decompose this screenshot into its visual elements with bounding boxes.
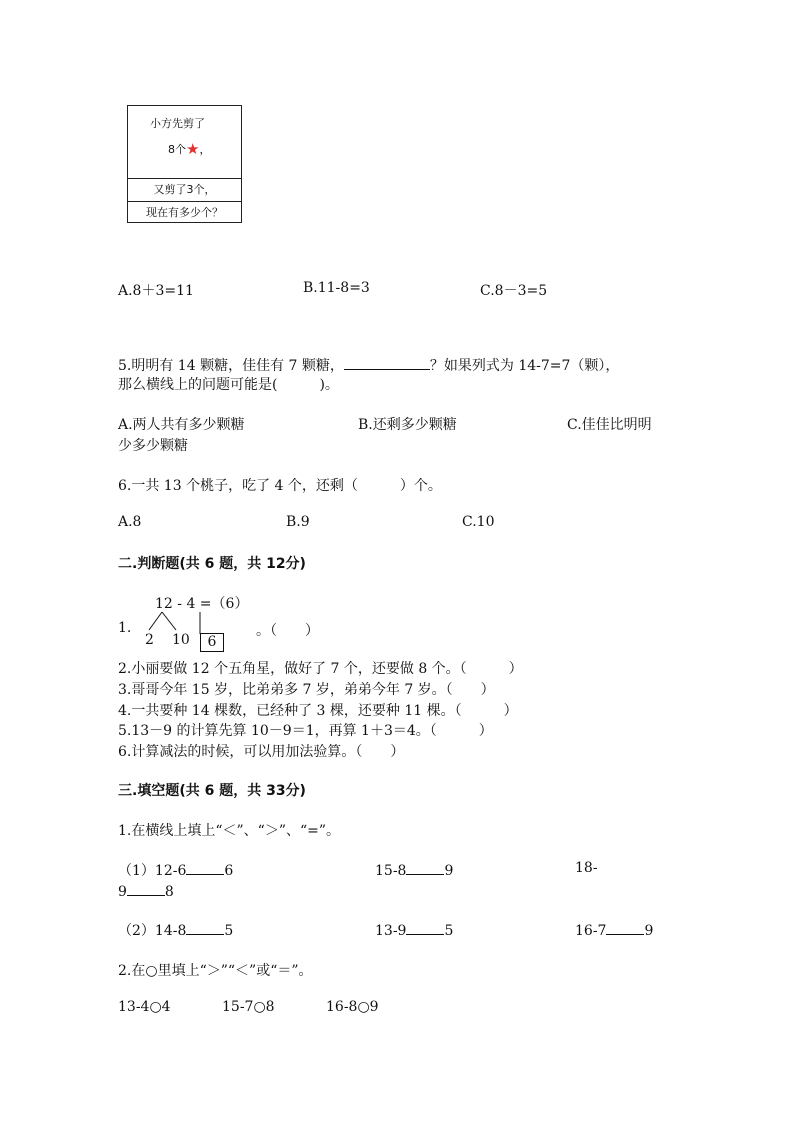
red-star-icon: ★ <box>186 140 200 158</box>
section-2-title: 二.判断题(共 6 题，共 12分) <box>118 556 306 572</box>
q5-option-a[interactable]: A.两人共有多少颗糖 <box>118 417 245 433</box>
q2-item-4: 4.一共要种 14 棵数，已经种了 3 棵，还要种 11 棵。（ ） <box>118 703 518 719</box>
q5-question-line2: 那么横线上的问题可能是( )。 <box>118 377 339 393</box>
story-line-2: 8个★， <box>168 140 211 158</box>
q2-1-boxed-number: 6 <box>200 633 224 652</box>
q3-2-item-2[interactable]: 15-7○8 <box>222 999 275 1015</box>
q3-2-item-3[interactable]: 16-8○9 <box>326 999 379 1015</box>
q3-1-row1-c: 18- <box>575 860 598 876</box>
q3-1-row2-b: 13-9 5 <box>375 920 453 939</box>
q3-1-row1-b: 15-8 9 <box>375 860 453 879</box>
q2-item-2: 2.小丽要做 12 个五角星，做好了 7 个，还要做 8 个。（ ） <box>118 661 523 677</box>
story-picture-box <box>127 105 242 223</box>
q3-1-question: 1.在横线上填上“＜”、“＞”、“=”。 <box>118 823 341 839</box>
q2-1-equation: 12 - 4 =（6） <box>155 596 249 612</box>
q2-item-3: 3.哥哥今年 15 岁，比弟弟多 7 岁，弟弟今年 7 岁。（ ） <box>118 682 495 698</box>
q2-item-5: 5.13－9 的计算先算 10－9＝1，再算 1＋3＝4。（ ） <box>118 723 493 739</box>
q2-item-6: 6.计算减法的时候，可以用加法验算。（ ） <box>118 744 405 760</box>
q6-question: 6.一共 13 个桃子，吃了 4 个，还剩（ ）个。 <box>118 478 442 494</box>
q3-1-row2-a: （2）14-8 5 <box>118 920 233 940</box>
q5-option-b[interactable]: B.还剩多少颗糖 <box>358 417 457 433</box>
q2-1-number: 1. <box>118 620 132 636</box>
story-line-4: 现在有多少个？ <box>128 201 241 224</box>
q3-1-blank[interactable] <box>186 860 224 875</box>
story-line-1: 小方先剪了 <box>150 117 205 130</box>
q3-1-row1-c-cont: 9 8 <box>118 881 174 900</box>
q3-1-blank[interactable] <box>606 920 644 935</box>
q2-1-part-right: 10 <box>172 632 190 648</box>
story-line-3: 又剪了3个， <box>128 178 241 202</box>
section-3-title: 三.填空题(共 6 题，共 33分) <box>118 783 306 799</box>
q2-1-answer-paren[interactable]: 。（ ） <box>256 623 319 639</box>
q5-answer-blank[interactable] <box>344 355 430 370</box>
q5-option-c[interactable]: C.佳佳比明明 <box>567 417 652 433</box>
q3-2-item-1[interactable]: 13-4○4 <box>118 999 171 1015</box>
q5-option-c-cont: 少多少颗糖 <box>118 438 188 454</box>
q5-question-line1: 5.明明有 14 颗糖，佳佳有 7 颗糖， ？如果列式为 14-7=7（颗）， <box>118 355 619 375</box>
q4-option-b[interactable]: B.11-8=3 <box>303 280 370 296</box>
q4-option-c[interactable]: C.8－3=5 <box>480 283 548 299</box>
q3-1-blank[interactable] <box>406 860 444 875</box>
q3-1-row2-c: 16-7 9 <box>575 920 653 939</box>
q6-option-a[interactable]: A.8 <box>118 514 142 530</box>
q2-1-part-left: 2 <box>145 632 154 648</box>
q3-1-row1-a: （1）12-6 6 <box>118 860 233 880</box>
q3-1-blank[interactable] <box>127 881 165 896</box>
q3-2-question: 2.在○里填上“＞”“＜”或“＝”。 <box>118 963 313 979</box>
q4-option-a[interactable]: A.8＋3=11 <box>118 283 194 299</box>
q3-1-blank[interactable] <box>406 920 444 935</box>
q6-option-c[interactable]: C.10 <box>462 514 495 530</box>
q3-1-blank[interactable] <box>186 920 224 935</box>
q6-option-b[interactable]: B.9 <box>286 514 310 530</box>
